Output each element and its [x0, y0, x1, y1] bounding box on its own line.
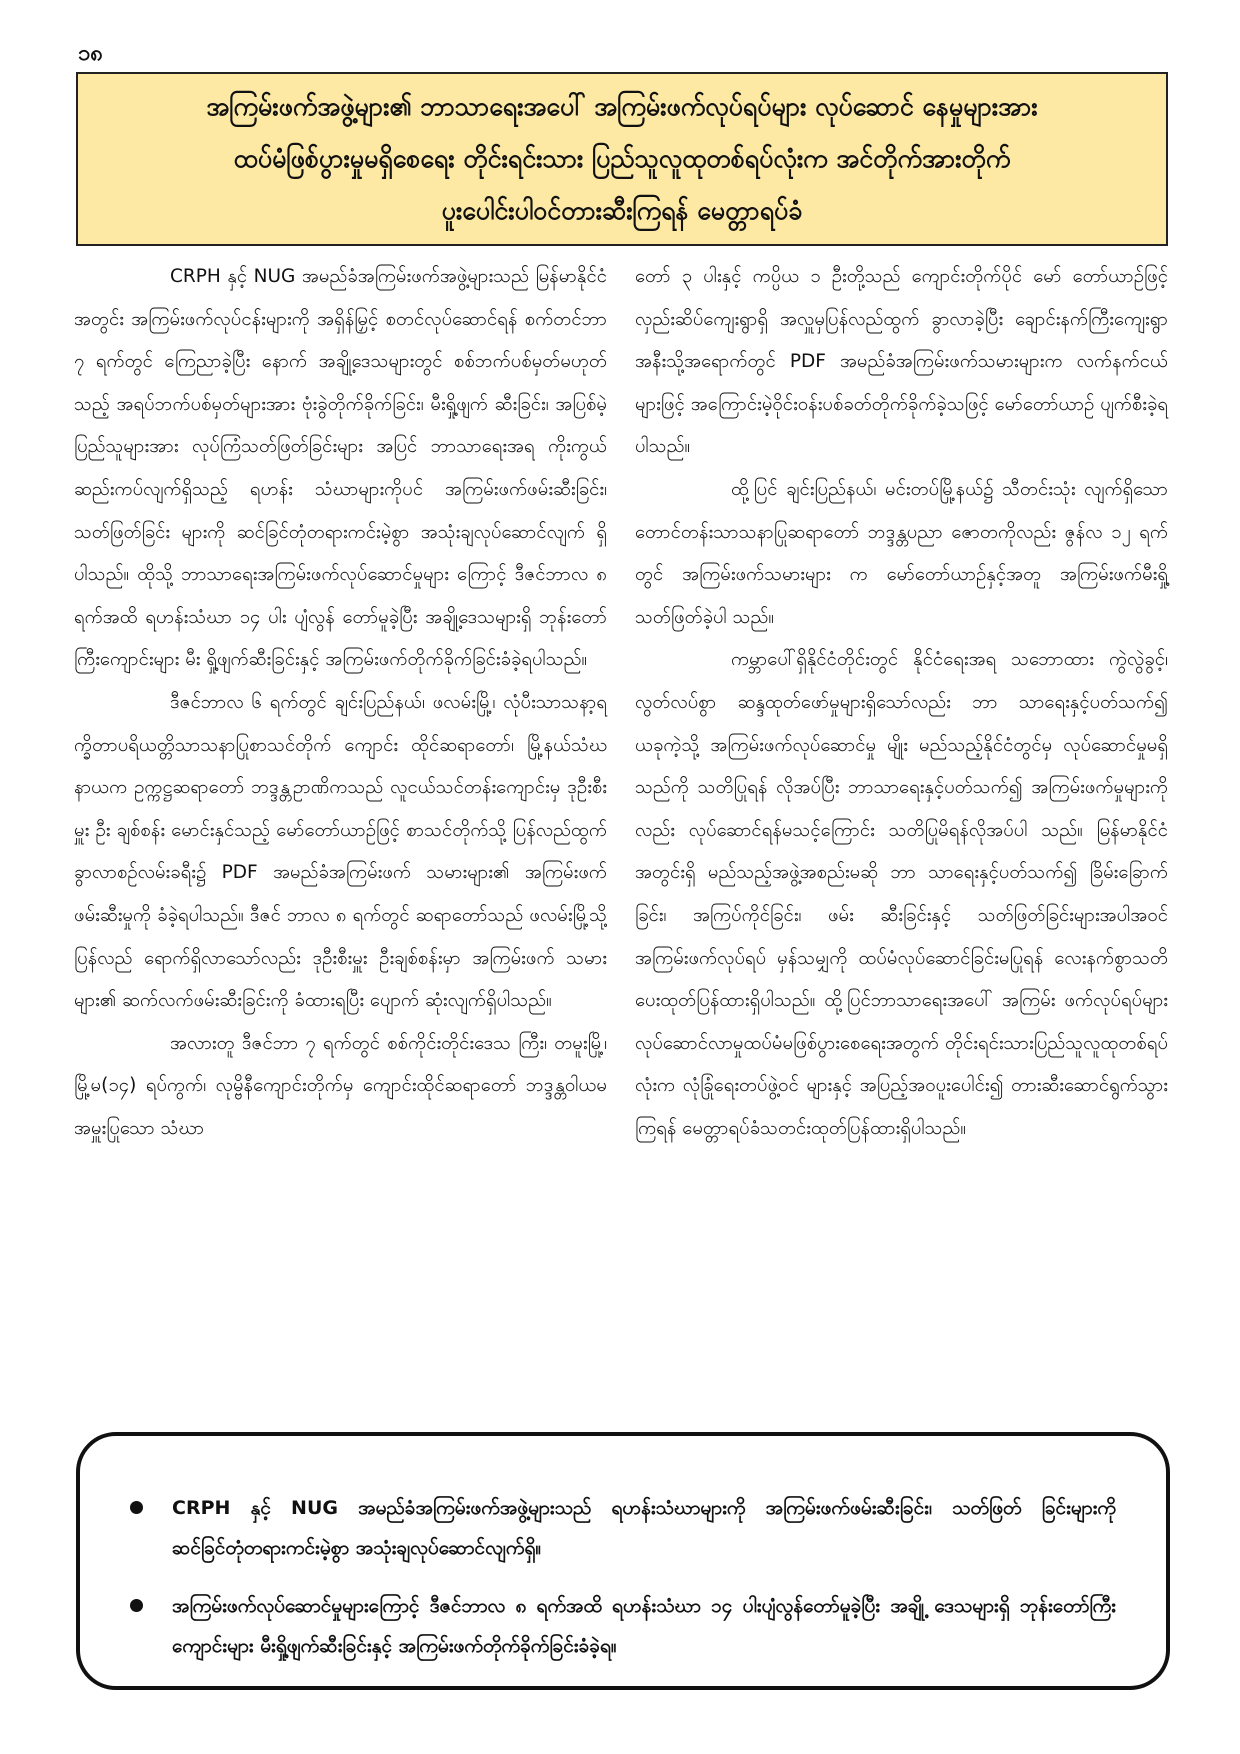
summary-item — [124, 1488, 1116, 1568]
right-column — [635, 256, 1168, 1446]
paragraph: တော် ၃ ပါးနှင့် ကပ္ပိယ ၁ ဦးတို့သည် ကျောင်းတိုက်ပိုင် မော် တော်ယာဉ်ဖြင့် လှည်းဆိပ်ကျေးရွာရှိ အလှူမှပြန်လည်ထွက် ခွာလာခဲ့ပြီး ချောင်းနက်ကြီးကျေးရွာ အနီးသို့အရောက်တွင် PDF အမည်ခံအကြမ်းဖက်သမားများက လက်နက်ငယ်များဖြင့် အကြောင်းမဲ့ဝိုင်းဝန်းပစ်ခတ်တိုက်ခိုက်ခဲ့သဖြင့် မော်တော်ယာဉ် ပျက်စီးခဲ့ရပါသည်။ — [635, 266, 1168, 458]
bullet-icon — [130, 1599, 143, 1612]
paragraph: CRPH နှင့် NUG အမည်ခံအကြမ်းဖက်အဖွဲ့များသည် မြန်မာနိုင်ငံအတွင်း အကြမ်းဖက်လုပ်ငန်းများကို အရှိန်မြှင့် စတင်လုပ်ဆောင်ရန် စက်တင်ဘာ ၇ ရက်တွင် ကြေညာခဲ့ပြီး နောက် အချို့ဒေသများတွင် စစ်ဘက်ပစ်မှတ်မဟုတ်သည့် အရပ်ဘက်ပစ်မှတ်များအား ဗုံးခွဲတိုက်ခိုက်ခြင်း၊ မီးရှို့ဖျက် ဆီးခြင်း၊ အပြစ်မဲ့ပြည်သူများအား လုပ်ကြံသတ်ဖြတ်ခြင်းများ အပြင် ဘာသာရေးအရ ကိုးကွယ်ဆည်းကပ်လျက်ရှိသည့် ရဟန်း သံဃာများကိုပင် အကြမ်းဖက်ဖမ်းဆီးခြင်း၊ သတ်ဖြတ်ခြင်း များကို ဆင်ခြင်တုံတရားကင်းမဲ့စွာ အသုံးချလုပ်ဆောင်လျက် ရှိပါသည်။ ထိုသို့ ဘာသာရေးအကြမ်းဖက်လုပ်ဆောင်မှုများ ကြောင့် ဒီဇင်ဘာလ ၈ ရက်အထိ ရဟန်းသံဃာ ၁၄ ပါး ပျံလွန် တော်မူခဲ့ပြီး အချို့ဒေသများရှိ ဘုန်းတော်ကြီးကျောင်းများ မီး ရှို့ဖျက်ဆီးခြင်းနှင့် အကြမ်းဖက်တိုက်ခိုက်ခြင်းခံခဲ့ရပါသည်။ — [74, 266, 607, 671]
page-number: ၁၈ — [78, 41, 103, 66]
bullet-icon — [130, 1501, 143, 1514]
summary-item-text: အကြမ်းဖက်လုပ်ဆောင်မှုများကြောင့် ဒီဇင်ဘာလ ၈ ရက်အထိ ရဟန်းသံဃာ ၁၄ ပါးပျံလွန်တော်မူခဲ့ပြီး အချို့ ဒေသများရှိ ဘုန်းတော်ကြီးကျောင်းများ မီးရှို့ဖျက်ဆီးခြင်းနှင့် အကြမ်းဖက်တိုက်ခိုက်ခြင်းခံခဲ့ရ။ — [172, 1595, 1116, 1657]
headline-line-3: ပူးပေါင်းပါဝင်တားဆီးကြရန် မေတ္တာရပ်ခံ — [441, 196, 803, 225]
article-body — [74, 256, 1168, 1446]
headline-box — [76, 72, 1168, 246]
left-column — [74, 256, 607, 1446]
paragraph: အလားတူ ဒီဇင်ဘာ ၇ ရက်တွင် စစ်ကိုင်းတိုင်းဒေသ ကြီး၊ တမူးမြို့၊ မြို့မ(၁၄) ရပ်ကွက်၊ လုမ္ဗိနီကျောင်းတိုက်မှ ကျောင်းထိုင်ဆရာတော် ဘဒ္ဒန္တဝါယမအမှူးပြုသော သံဃာ — [74, 1032, 607, 1139]
paragraph: ထို့ပြင် ချင်းပြည်နယ်၊ မင်းတပ်မြို့နယ်၌ သီတင်းသုံး လျက်ရှိသော တောင်တန်းသာသနာပြုဆရာတော် ဘဒ္ဒန္တပညာ ဇောတကိုလည်း ဇွန်လ ၁၂ ရက်တွင် အကြမ်းဖက်သမားများ က မော်တော်ယာဉ်နှင့်အတူ အကြမ်းဖက်မီးရှို့သတ်ဖြတ်ခဲ့ပါ သည်။ — [635, 478, 1168, 628]
paragraph: ကမ္ဘာပေါ်ရှိနိုင်ငံတိုင်းတွင် နိုင်ငံရေးအရ သဘောထား ကွဲလွဲခွင့်၊ လွတ်လပ်စွာ ဆန္ဒထုတ်ဖော်မှုများရှိသော်လည်း ဘာ သာရေးနှင့်ပတ်သက်၍ ယခုကဲ့သို့ အကြမ်းဖက်လုပ်ဆောင်မှု မျိုး မည်သည့်နိုင်ငံတွင်မှ လုပ်ဆောင်မှုမရှိသည်ကို သတိပြုရန် လိုအပ်ပြီး ဘာသာရေးနှင့်ပတ်သက်၍ အကြမ်းဖက်မှုများကို လည်း လုပ်ဆောင်ရန်မသင့်ကြောင်း သတိပြုမိရန်လိုအပ်ပါ သည်။ မြန်မာနိုင်ငံအတွင်းရှိ မည်သည့်အဖွဲ့အစည်းမဆို ဘာ သာရေးနှင့်ပတ်သက်၍ ခြိမ်းခြောက်ခြင်း၊ အကြပ်ကိုင်ခြင်း၊ ဖမ်း ဆီးခြင်းနှင့် သတ်ဖြတ်ခြင်းများအပါအဝင် အကြမ်းဖက်လုပ်ရပ် မှန်သမျှကို ထပ်မံလုပ်ဆောင်ခြင်းမပြုရန် လေးနက်စွာသတိ ပေးထုတ်ပြန်ထားရှိပါသည်။ ထို့ပြင်ဘာသာရေးအပေါ် အကြမ်း ဖက်လုပ်ရပ်များ လုပ်ဆောင်လာမှုထပ်မံမဖြစ်ပွားစေရေးအတွက် တိုင်းရင်းသားပြည်သူလူထုတစ်ရပ်လုံးက လုံခြုံရေးတပ်ဖွဲ့ဝင် များနှင့် အပြည့်အဝပူးပေါင်း၍ တားဆီးဆောင်ရွက်သွားကြရန် မေတ္တာရပ်ခံသတင်းထုတ်ပြန်ထားရှိပါသည်။ — [635, 649, 1168, 1139]
summary-box — [76, 1432, 1170, 1690]
summary-item-text: CRPH နှင့် NUG အမည်ခံအကြမ်းဖက်အဖွဲ့များသည် ရဟန်းသံဃာများကို အကြမ်းဖက်ဖမ်းဆီးခြင်း၊ သတ်ဖြတ် ခြင်းများကို ဆင်ခြင်တုံတရားကင်းမဲ့စွာ အသုံးချလုပ်ဆောင်လျက်ရှိ။ — [172, 1497, 1116, 1559]
headline-line-2: ထပ်မံဖြစ်ပွားမှုမရှိစေရေး တိုင်းရင်းသား ပြည်သူလူထုတစ်ရပ်လုံးက အင်တိုက်အားတိုက် — [233, 144, 1011, 173]
headline-line-1: အကြမ်းဖက်အဖွဲ့များ၏ ဘာသာရေးအပေါ် အကြမ်းဖက်လုပ်ရပ်များ လုပ်ဆောင် နေမှုများအား — [206, 92, 1038, 121]
summary-item — [124, 1586, 1116, 1666]
paragraph: ဒီဇင်ဘာလ ၆ ရက်တွင် ချင်းပြည်နယ်၊ ဖလမ်းမြို့၊ လုံပီးသာသနာ့ရက္ခိတာပရိယတ္တိသာသနာပြုစာသင်တိုက် ကျောင်း ထိုင်ဆရာတော်၊ မြို့နယ်သံဃနာယက ဥက္ကဋ္ဌဆရာတော် ဘဒ္ဒန္တဥာဏိကသည် လူငယ်သင်တန်းကျောင်းမှ ဒုဦးစီးမှူး ဦး ချစ်စန်း မောင်းနှင်သည့် မော်တော်ယာဉ်ဖြင့် စာသင်တိုက်သို့ ပြန်လည်ထွက်ခွာလာစဉ်လမ်းခရီး၌ PDF အမည်ခံအကြမ်းဖက် သမားများ၏ အကြမ်းဖက်ဖမ်းဆီးမှုကို ခံခဲ့ရပါသည်။ ဒီဇင် ဘာလ ၈ ရက်တွင် ဆရာတော်သည် ဖလမ်းမြို့သို့ ပြန်လည် ရောက်ရှိလာသော်လည်း ဒုဦးစီးမှူး ဦးချစ်စန်းမှာ အကြမ်းဖက် သမားများ၏ ဆက်လက်ဖမ်းဆီးခြင်းကို ခံထားရပြီး ပျောက် ဆုံးလျက်ရှိပါသည်။ — [74, 691, 607, 1012]
